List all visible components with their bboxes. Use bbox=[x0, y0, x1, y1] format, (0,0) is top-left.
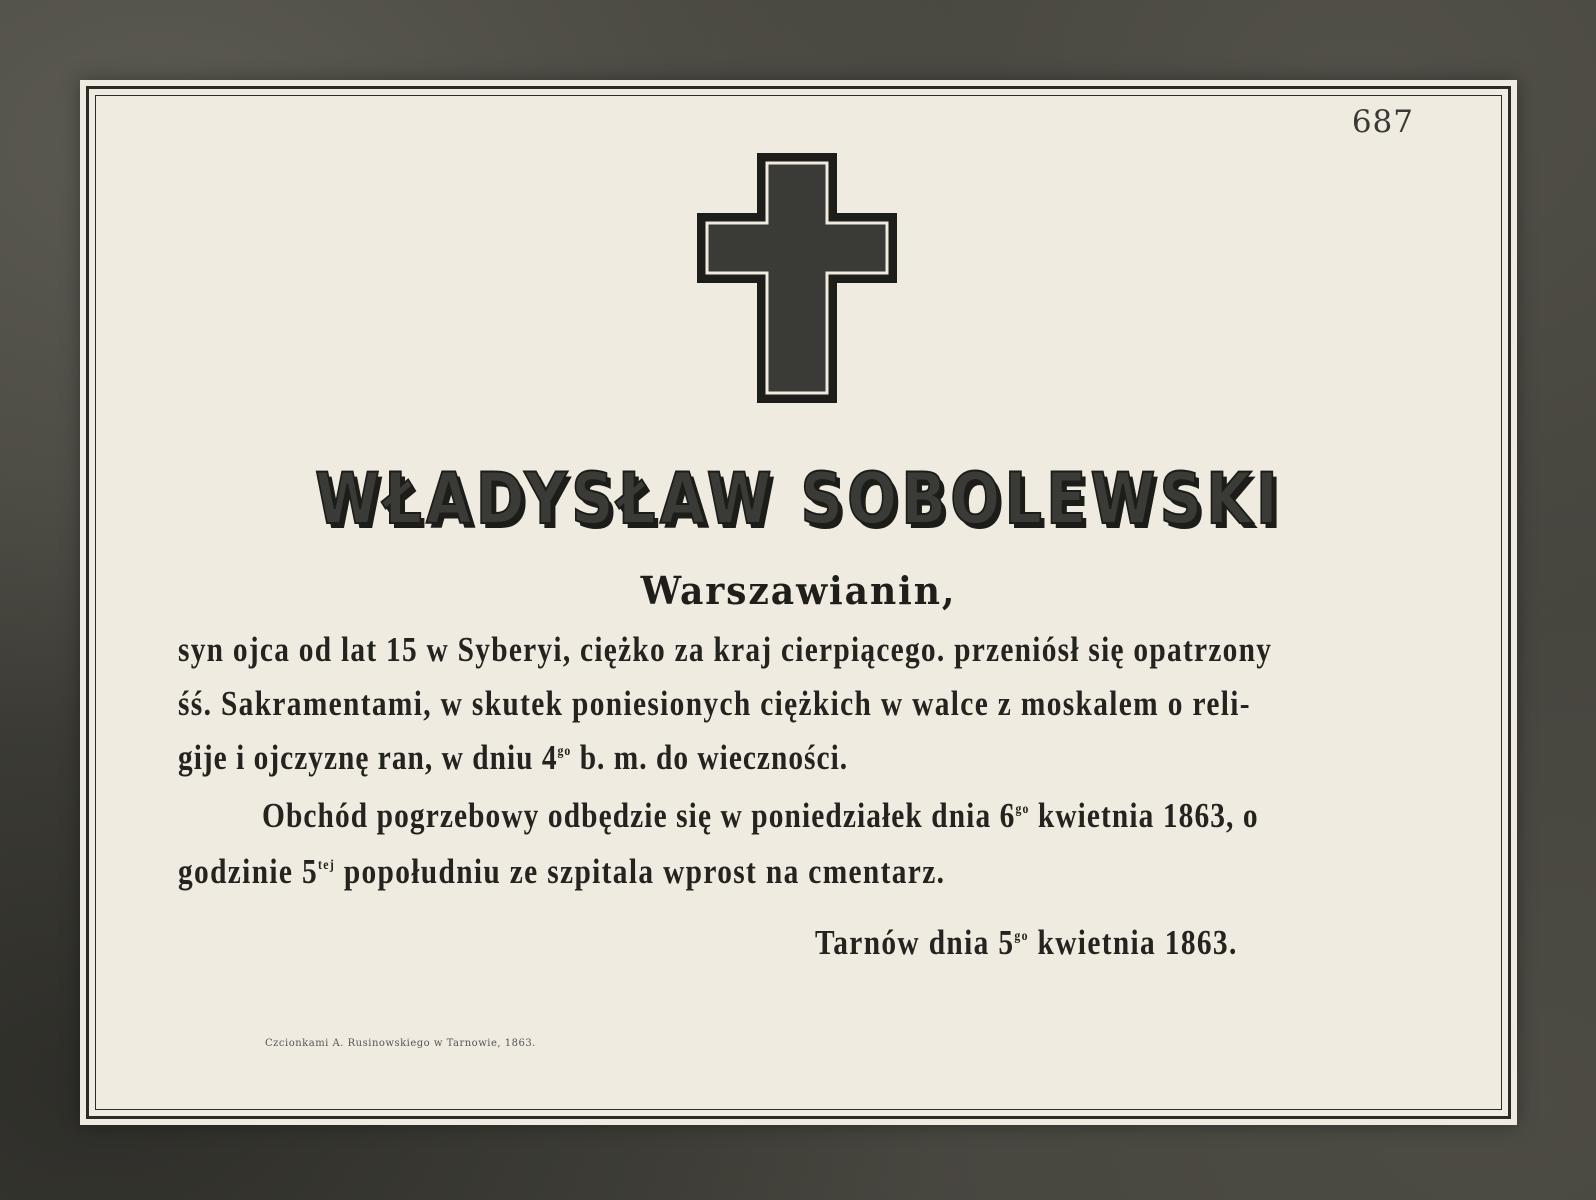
printer-imprint: Czcionkami A. Rusinowskiego w Tarnowie, 1863. bbox=[265, 1038, 536, 1049]
superscript: go bbox=[1015, 802, 1030, 817]
body-line: gije i ojczyznę ran, w dniu $4^{go}$ b. m. do wieczności. bbox=[178, 738, 849, 777]
origin-subtitle: Warszawianin, bbox=[640, 568, 957, 613]
superscript: tej bbox=[318, 858, 336, 873]
body-line: godzinie $5^{tej}$ popołudniu ze szpitala wprost na cmentarz. bbox=[178, 852, 946, 891]
body-line: Obchód pogrzebowy odbędzie się w poniedziałek dnia $6^{go}$ kwietnia 1863, o bbox=[262, 796, 1259, 835]
superscript: go bbox=[1014, 929, 1029, 944]
body-line: syn ojca od lat 15 w Syberyi, ciężko za kraj cierpiącego. przeniósł się opatrzony bbox=[178, 630, 1273, 669]
body-line: śś. Sakramentami, w skutek poniesionych ciężkich w walce z moskalem o reli- bbox=[178, 684, 1251, 723]
page-number: 687 bbox=[1351, 104, 1414, 140]
cross-icon bbox=[697, 153, 897, 403]
obituary-sheet bbox=[80, 80, 1517, 1125]
superscript: go bbox=[557, 744, 572, 759]
deceased-name: WŁADYSŁAW SOBOLEWSKI bbox=[315, 458, 1282, 540]
place-date-line: Tarnów dnia $5^{go}$ kwietnia 1863. bbox=[815, 923, 1238, 962]
